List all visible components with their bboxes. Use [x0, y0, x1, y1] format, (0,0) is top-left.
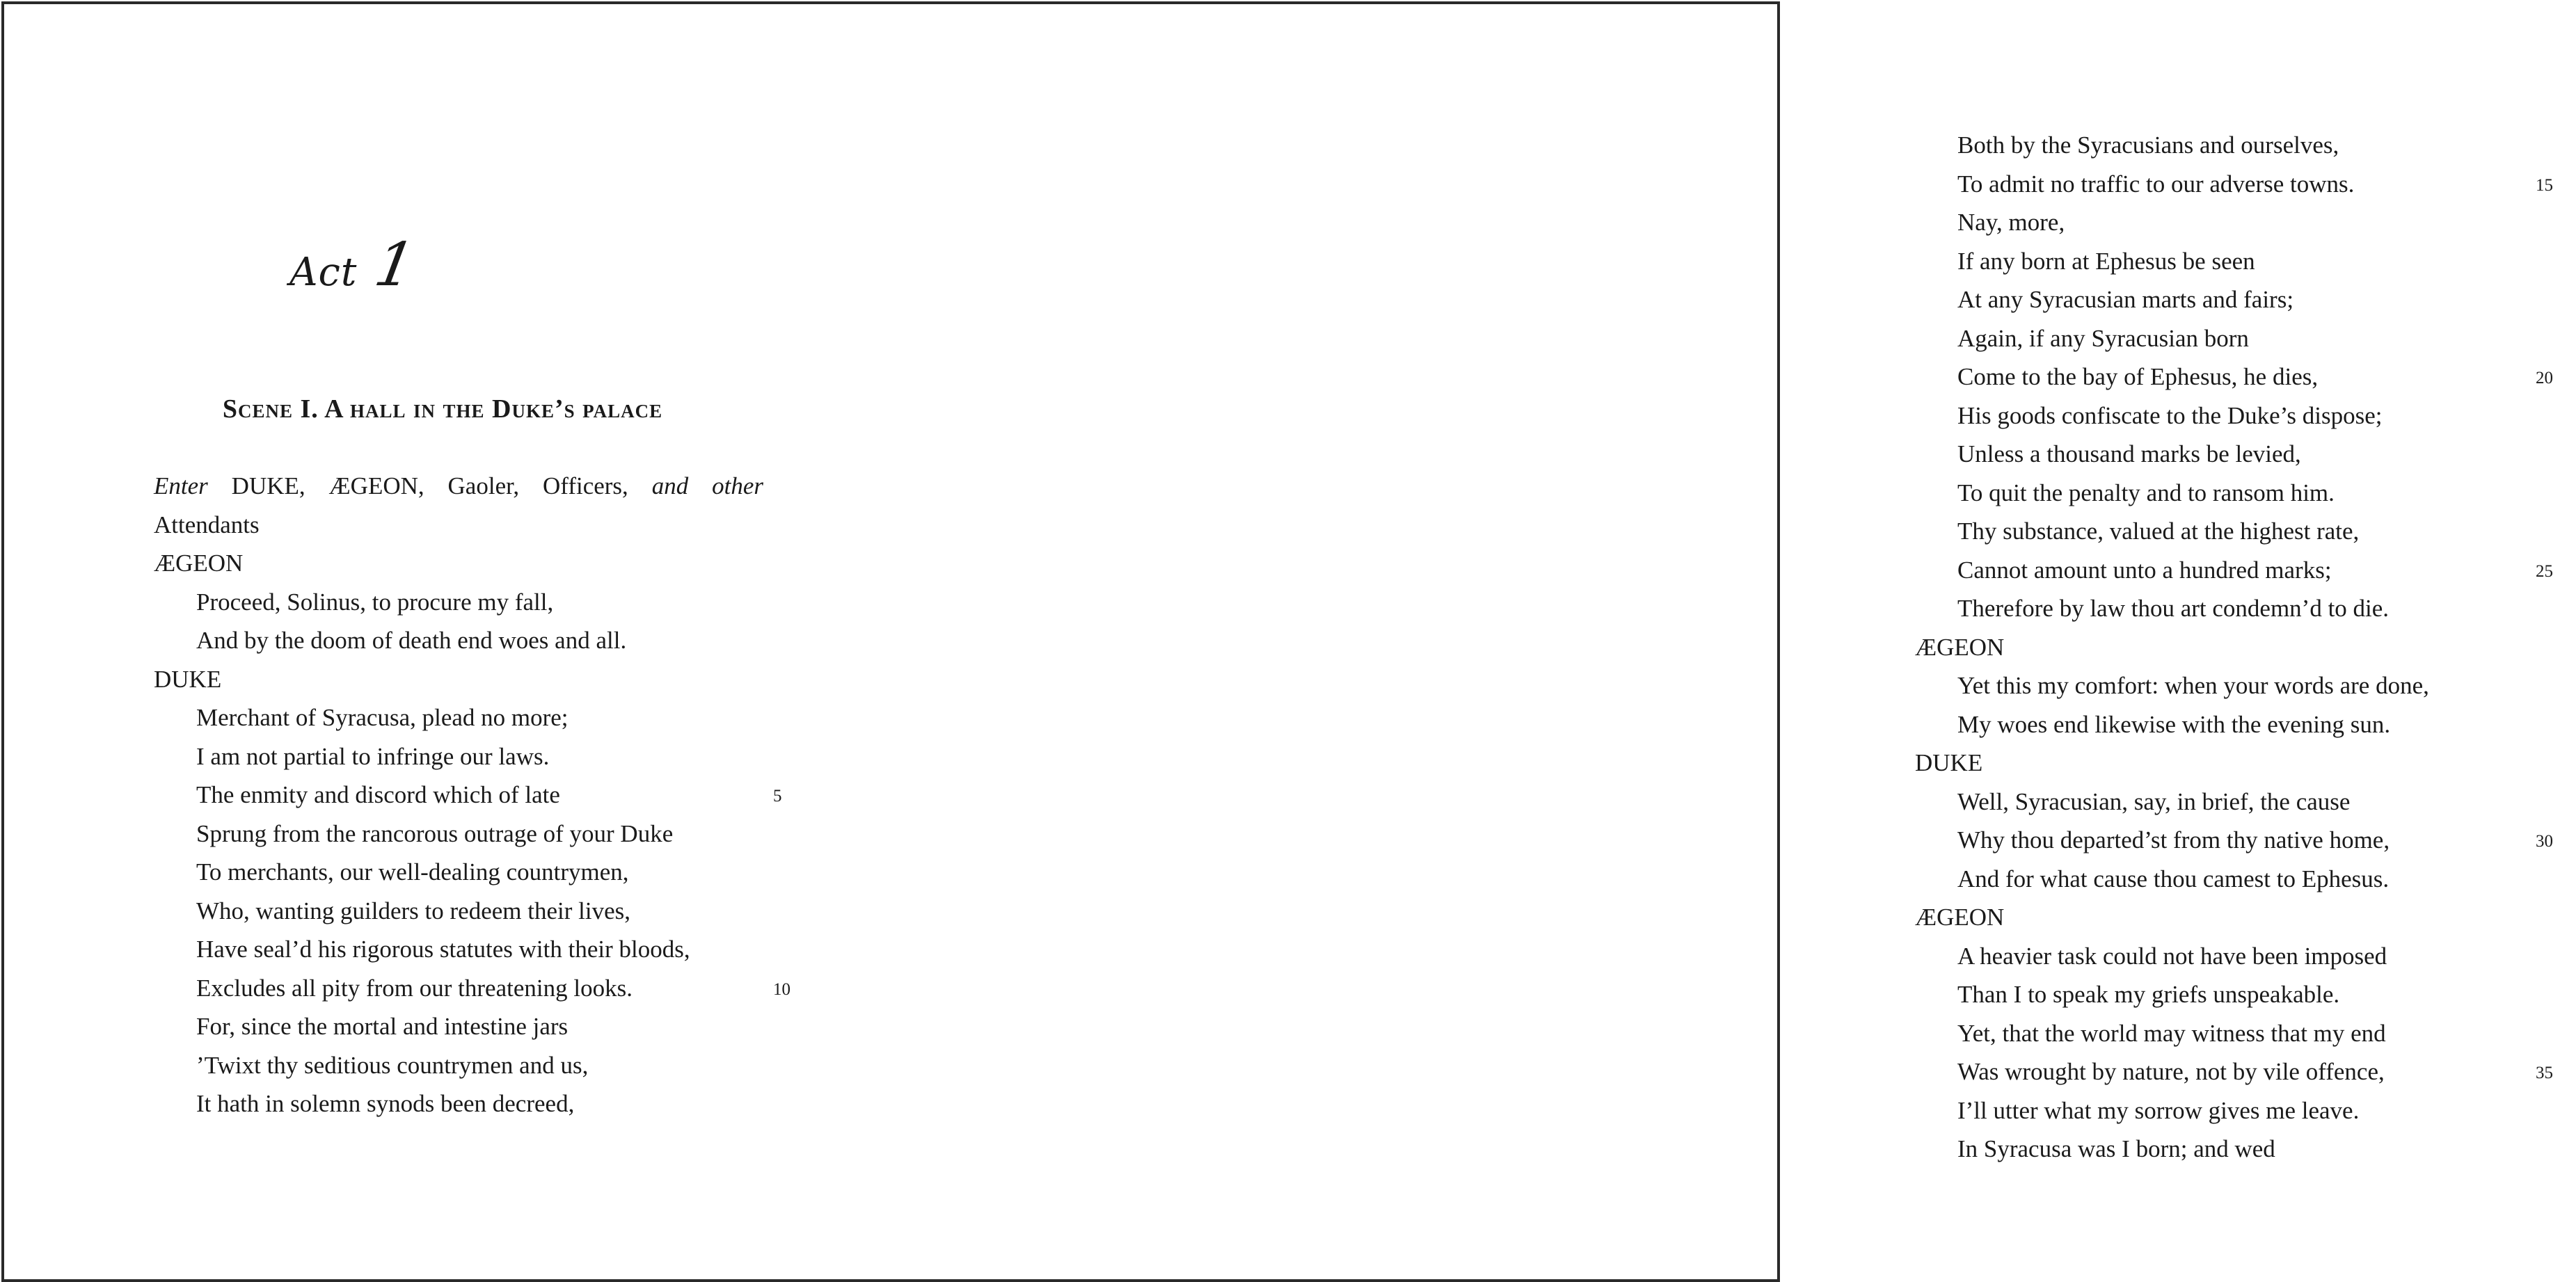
line-number: 20 [2536, 369, 2553, 387]
verse-text: To admit no traffic to our adverse towns. [1957, 170, 2355, 198]
line-number: 5 [773, 787, 782, 806]
verse-text: Therefore by law thou art condemn’d to die. [1957, 595, 2390, 622]
verse-line [1915, 396, 2576, 435]
left-text-block [154, 467, 794, 1123]
verse-text: Have seal’d his rigorous statutes with their bloods, [196, 936, 690, 963]
verse-line [1915, 860, 2576, 899]
verse-line [1915, 551, 2576, 590]
book-spread [1, 1, 2553, 1282]
verse-line [154, 892, 794, 931]
stage-direction-word: Officers, [543, 472, 628, 499]
stage-direction [154, 467, 763, 506]
left-page [4, 4, 895, 1279]
verse-line [154, 737, 794, 776]
stage-direction-word: Gaoler, [447, 472, 520, 499]
verse-text: His goods confiscate to the Duke’s dispose; [1957, 401, 2383, 429]
verse-text: Cannot amount unto a hundred marks; [1957, 556, 2332, 584]
verse-text: And for what cause thou camest to Ephesus. [1957, 865, 2390, 892]
speaker-label: ÆGEON [154, 550, 244, 577]
speaker-name [1915, 744, 2576, 783]
verse-text: To quit the penalty and to ransom him. [1957, 479, 2335, 506]
speaker-name [154, 544, 794, 583]
speaker-label: ÆGEON [1915, 633, 2005, 661]
verse-text: Yet this my comfort: when your words are done, [1957, 672, 2429, 699]
verse-line [1915, 1052, 2576, 1091]
speaker-name [154, 660, 794, 699]
speaker-name [1915, 628, 2576, 667]
verse-text: I’ll utter what my sorrow gives me leave. [1957, 1096, 2360, 1124]
verse-line [154, 1007, 794, 1046]
verse-text: Was wrought by nature, not by vile offence, [1957, 1058, 2385, 1085]
verse-line [1915, 358, 2576, 396]
line-number: 15 [2536, 175, 2553, 195]
verse-text: ’Twixt thy seditious countrymen and us, [196, 1051, 589, 1079]
verse-text: Both by the Syracusians and ourselves, [1957, 131, 2339, 159]
speaker-name [1915, 898, 2576, 937]
verse-line [154, 583, 794, 622]
verse-text: To merchants, our well-dealing countrymen, [196, 858, 629, 886]
verse-text: Who, wanting guilders to redeem their lives, [196, 897, 631, 924]
verse-text: Than I to speak my griefs unspeakable. [1957, 981, 2340, 1008]
verse-text: My woes end likewise with the evening sun. [1957, 710, 2391, 738]
act-number: 1 [369, 230, 421, 300]
verse-text: At any Syracusian marts and fairs; [1957, 286, 2294, 313]
act-heading [4, 227, 700, 303]
verse-line [1915, 242, 2576, 281]
verse-text: Unless a thousand marks be levied, [1957, 440, 2301, 467]
verse-line [1915, 589, 2576, 628]
stage-direction-word: Enter [154, 472, 208, 499]
verse-text: It hath in solemn synods been decreed, [196, 1090, 575, 1117]
verse-line [1915, 821, 2576, 860]
verse-line [154, 815, 794, 854]
stage-direction-word: and [651, 472, 689, 499]
line-number: 30 [2536, 832, 2553, 851]
act-word: Act [289, 250, 358, 295]
verse-text: Sprung from the rancorous outrage of your Duke [196, 819, 674, 847]
verse-line [1915, 126, 2576, 165]
verse-text: Proceed, Solinus, to procure my fall, [196, 588, 554, 616]
verse-text: Well, Syracusian, say, in brief, the cause [1957, 787, 2351, 815]
scene-heading: Scene I. A hall in the Duke’s palace [222, 394, 663, 424]
verse-text: I am not partial to infringe our laws. [196, 742, 550, 770]
verse-line [1915, 203, 2576, 242]
verse-line [1915, 474, 2576, 513]
verse-line [1915, 319, 2576, 358]
verse-text: Nay, more, [1957, 209, 2065, 236]
verse-text: If any born at Ephesus be seen [1957, 247, 2255, 275]
verse-text: The enmity and discord which of late [196, 781, 560, 808]
verse-line [154, 1084, 794, 1123]
stage-direction-continuation: Attendants [154, 511, 260, 538]
verse-text: Come to the bay of Ephesus, he dies, [1957, 363, 2319, 390]
verse-line [1915, 1130, 2576, 1169]
verse-text: A heavier task could not have been imposed [1957, 942, 2387, 970]
verse-text: Excludes all pity from our threatening looks. [196, 974, 633, 1002]
verse-line [154, 621, 794, 660]
verse-line [1915, 666, 2576, 705]
left-lines [154, 544, 794, 1123]
speaker-label: DUKE [1915, 749, 1983, 776]
verse-line [154, 1046, 794, 1085]
verse-line [154, 698, 794, 737]
verse-line [1915, 165, 2576, 204]
verse-text: For, since the mortal and intestine jars [196, 1013, 569, 1040]
right-page [895, 4, 2553, 1279]
right-lines [1915, 126, 2576, 1169]
verse-line [1915, 975, 2576, 1014]
speaker-label: DUKE [154, 665, 222, 693]
verse-text: Yet, that the world may witness that my end [1957, 1019, 2386, 1047]
verse-line [1915, 280, 2576, 319]
line-number: 35 [2536, 1064, 2553, 1082]
verse-line [1915, 435, 2576, 474]
verse-text: Why thou departed’st from thy native home, [1957, 826, 2390, 854]
verse-line [154, 969, 794, 1008]
verse-text: In Syracusa was I born; and wed [1957, 1135, 2275, 1162]
verse-line [1915, 783, 2576, 822]
verse-line [1915, 1014, 2576, 1053]
line-number: 10 [773, 979, 790, 999]
verse-line [1915, 1091, 2576, 1130]
verse-text: Merchant of Syracusa, plead no more; [196, 704, 569, 731]
verse-text: And by the doom of death end woes and all. [196, 627, 627, 654]
verse-line [1915, 512, 2576, 551]
verse-line [154, 853, 794, 892]
verse-text: Again, if any Syracusian born [1957, 324, 2249, 352]
stage-direction-word: ÆGEON, [328, 472, 424, 499]
verse-text: Thy substance, valued at the highest rate, [1957, 518, 2360, 545]
verse-line [1915, 937, 2576, 976]
verse-line [1915, 705, 2576, 744]
stage-direction-word: DUKE, [231, 472, 305, 499]
stage-direction-word: other [712, 472, 763, 499]
verse-line [154, 930, 794, 969]
right-text-block [1915, 126, 2576, 1169]
speaker-label: ÆGEON [1915, 904, 2005, 931]
verse-line [154, 776, 794, 815]
line-number: 25 [2536, 561, 2553, 581]
